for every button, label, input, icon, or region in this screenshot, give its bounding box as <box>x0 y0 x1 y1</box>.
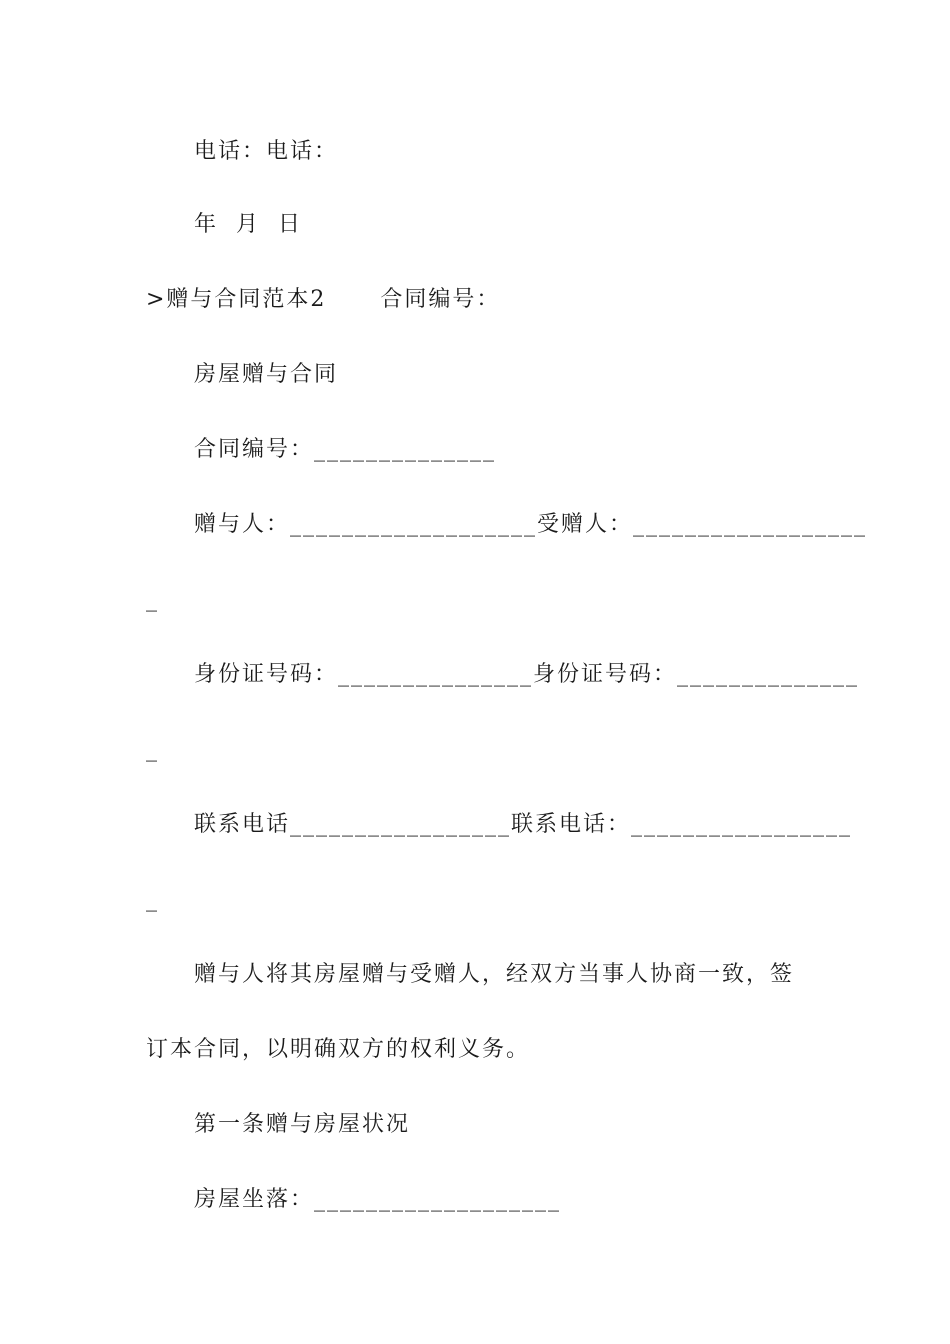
id-number-line: 身份证号码：_______________身份证号码：______________ <box>194 662 860 687</box>
template-heading: >赠与合同范本2 合同编号： <box>146 287 501 312</box>
underline-continuation: _ <box>146 887 159 912</box>
contact-phone-line: 联系电话_________________联系电话：_________________ <box>194 812 853 837</box>
body-paragraph-line-2: 订本合同，以明确双方的权利义务。 <box>146 1037 531 1062</box>
contract-title: 房屋赠与合同 <box>194 362 339 387</box>
contract-number-line: 合同编号：______________ <box>194 437 497 462</box>
article-1-heading: 第一条赠与房屋状况 <box>194 1112 411 1137</box>
date-line: 年 月 日 <box>194 212 302 237</box>
donor-donee-line: 赠与人：___________________受赠人：__________________ <box>194 512 868 537</box>
underline-continuation: _ <box>146 737 159 762</box>
house-location-line: 房屋坐落：___________________ <box>194 1187 562 1212</box>
phone-line: 电话：电话： <box>194 139 339 164</box>
underline-continuation: _ <box>146 587 159 612</box>
body-paragraph-line-1: 赠与人将其房屋赠与受赠人，经双方当事人协商一致，签 <box>194 962 795 987</box>
